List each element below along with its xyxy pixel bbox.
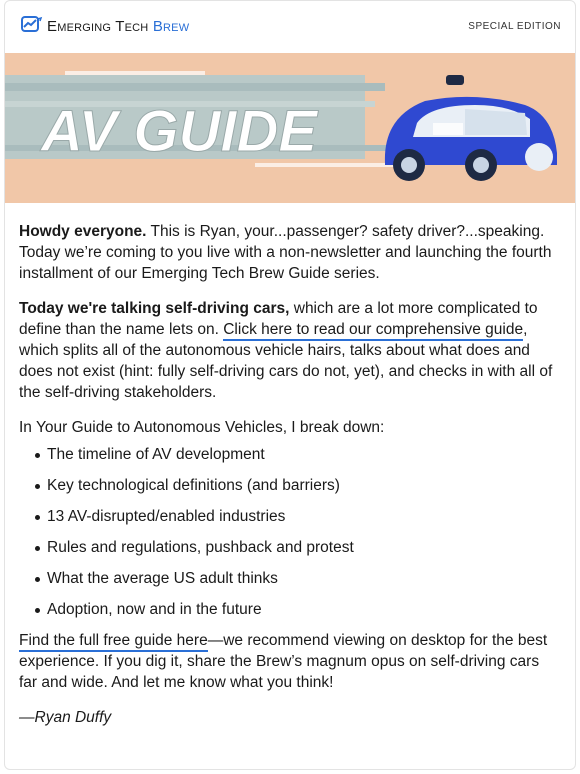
list-item: Rules and regulations, pushback and protest bbox=[35, 537, 561, 558]
list-item: What the average US adult thinks bbox=[35, 568, 561, 589]
list-item: Key technological definitions (and barriers) bbox=[35, 475, 561, 496]
special-edition-badge: SPECIAL EDITION bbox=[468, 20, 561, 32]
autonomous-car-icon bbox=[385, 75, 557, 181]
list-item: Adoption, now and in the future bbox=[35, 599, 561, 620]
intro-paragraph: Howdy everyone. This is Ryan, your...passenger? safety driver?...speaking. Today we’re coming to you live with a non-newsletter and launching the fourth installment of our Emerging Tech Brew Guide series. bbox=[19, 223, 552, 282]
hero-title: AV GUIDE bbox=[41, 99, 318, 164]
list-item: 13 AV-disrupted/enabled industries bbox=[35, 506, 561, 527]
full-guide-link[interactable]: Find the full free guide here bbox=[19, 632, 208, 652]
comprehensive-guide-link[interactable]: Click here to read our comprehensive guide bbox=[223, 321, 523, 341]
breakdown-intro: In Your Guide to Autonomous Vehicles, I break down: bbox=[19, 419, 385, 436]
closing-paragraph: Find the full free guide here—we recommend viewing on desktop for the best experience. If you dig it, share the Brew’s magnum opus on self-driving cars far and wide. And let me know what you think! bbox=[19, 632, 548, 691]
signature: —Ryan Duffy bbox=[19, 709, 112, 726]
brand-name: Emerging Tech Brew bbox=[47, 17, 190, 35]
hero-banner bbox=[5, 53, 575, 203]
email-card bbox=[4, 0, 576, 770]
chart-icon bbox=[19, 13, 43, 40]
hero-illustration bbox=[5, 53, 575, 203]
email-body bbox=[5, 203, 575, 728]
email-header bbox=[5, 1, 575, 51]
list-item: The timeline of AV development bbox=[35, 444, 561, 465]
guide-topics-list bbox=[19, 444, 561, 620]
topic-paragraph: Today we're talking self-driving cars, which are a lot more complicated to define than the name lets on. Click here to read our comprehensive guide, which splits all of the autonomous vehicle hairs, talks about what does and does not exist (hint: fully self-driving cars do not, yet), and checks in with all of the self-driving stakeholders. bbox=[19, 300, 553, 401]
brand-logo[interactable] bbox=[19, 13, 189, 40]
